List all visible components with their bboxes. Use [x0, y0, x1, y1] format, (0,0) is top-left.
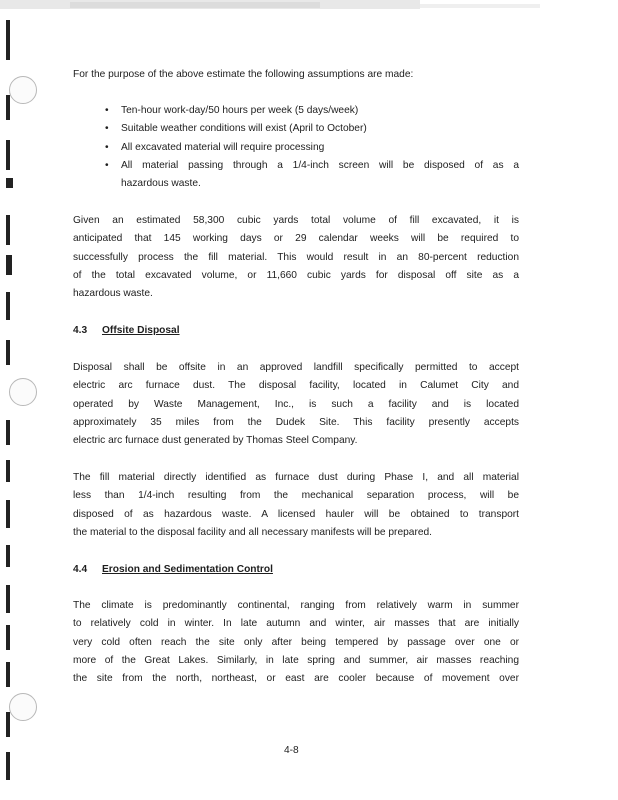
binder-mark — [6, 585, 10, 613]
list-item: • All excavated material will require processing — [105, 139, 519, 157]
list-item: • Ten-hour work-day/50 hours per week (5 days/week) — [105, 102, 519, 120]
offsite-paragraph-2: The fill material directly identified as furnace dust during Phase I, and all material less than 1/4-inch resulting from the mechanical separation process, will be disposed of as hazardous waste. A licensed hauler will be obtained to transport the material to the disposal facility and all necessary manifests will be prepared. — [73, 472, 519, 538]
assumption-list — [105, 102, 519, 193]
binder-mark — [6, 712, 10, 737]
list-item: • All material passing through a 1/4-inch screen will be disposed of as a hazardous waste. — [105, 157, 519, 194]
erosion-paragraph: The climate is predominantly continental, ranging from relatively warm in summer to relatively cold in winter. In late autumn and winter, air masses that are initially very cold often reach the site only after being tempered by passage over one or more of the Great Lakes. Similarly, in late spring and summer, air masses reaching the site from the north, northeast, or east are cooler because of movement over — [73, 600, 519, 685]
section-heading-offsite-disposal: 4.3 Offsite Disposal — [73, 325, 180, 336]
punch-hole — [9, 693, 37, 721]
binder-mark — [6, 178, 13, 188]
binder-mark — [6, 215, 10, 245]
list-item: • Suitable weather conditions will exist (April to October) — [105, 120, 519, 138]
intro-sentence: For the purpose of the above estimate the following assumptions are made: — [73, 69, 414, 80]
binder-mark — [6, 420, 10, 445]
estimate-paragraph: Given an estimated 58,300 cubic yards total volume of fill excavated, it is anticipated that 145 working days or 29 calendar weeks will be required to successfully process the fill material. This would result in an 80-percent reduction of the total excavated volume, or 11,660 cubic yards for disposal off site as a hazardous waste. — [73, 215, 519, 300]
page-number: 4-8 — [284, 745, 299, 756]
offsite-paragraph-1: Disposal shall be offsite in an approved landfill specifically permitted to accept electric arc furnace dust. The disposal facility, located in Calumet City and operated by Waste Management, Inc., is such a facility and is located approximately 35 miles from the Dudek Site. This facility presently accepts electric arc furnace dust generated by Thomas Steel Company. — [73, 362, 519, 447]
binder-mark — [6, 460, 10, 482]
binder-mark — [6, 752, 10, 780]
binder-mark — [6, 95, 10, 120]
binder-mark — [6, 340, 10, 365]
punch-hole — [9, 76, 37, 104]
scan-artifact-top — [0, 0, 618, 40]
binder-mark — [6, 625, 10, 650]
binder-mark — [6, 292, 10, 320]
section-heading-erosion-control: 4.4 Erosion and Sedimentation Control — [73, 564, 273, 575]
binder-mark — [6, 662, 10, 687]
binder-mark — [6, 500, 10, 528]
binder-mark — [6, 140, 10, 170]
binder-mark — [6, 545, 10, 567]
punch-hole — [9, 378, 37, 406]
binder-mark — [6, 20, 10, 60]
binder-mark — [6, 255, 12, 275]
binder-edge — [0, 0, 40, 800]
